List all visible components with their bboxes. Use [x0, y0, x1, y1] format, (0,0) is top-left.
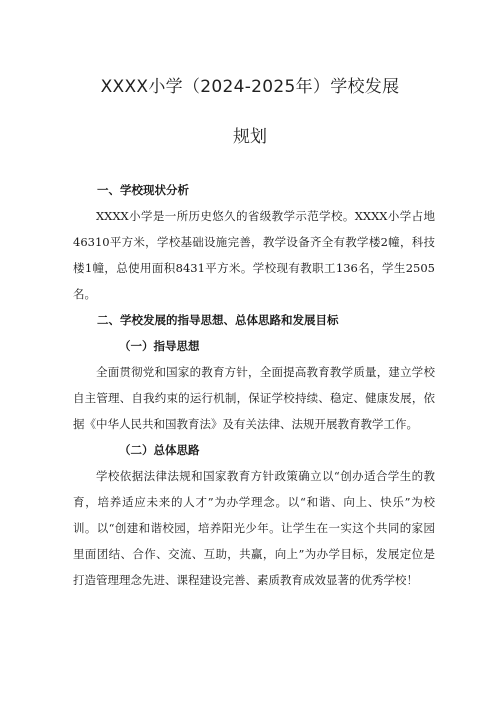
paragraph-status: XXXX小学是一所历史悠久的省级教学示范学校。XXXX小学占地46310平方米，学校基础设施完善，教学设备齐全有教学楼2幢，科技楼1幢，总使用面积8431平方米。学校现有教职工136名，学生2505名。: [73, 209, 435, 301]
subheading-overall-approach: （二）总体思路: [119, 443, 200, 457]
paragraph-guiding-thought: 全面贯彻党和国家的教育方针，全面提高教育教学质量，建立学校自主管理、自我约束的运行机制，保证学校持续、稳定、健康发展，依据《中华人民共和国教育法》及有关法律、法规开展教育教学工作。: [73, 365, 435, 431]
document-body: [73, 177, 435, 593]
document-title-line1: XXXX小学（2024-2025年）学校发展: [100, 77, 400, 97]
document-title-line2: 规划: [233, 127, 267, 147]
subheading-guiding-thought: （一）指导思想: [119, 339, 200, 353]
paragraph-overall-approach: 学校依据法律法规和国家教育方针政策确立以“创办适合学生的教育，培养适应未来的人才”为办学理念。以“和谐、向上、快乐”为校训。以“创建和谐校园，培养阳光少年。让学生在一实这个共同的家园里面团结、合作、交流、互助，共赢，向上”为办学目标，发展定位是打造管理理念先进、课程建设完善、素质教育成效显著的优秀学校！: [73, 469, 435, 587]
section-heading-status: 一、学校现状分析: [97, 183, 189, 197]
section-heading-guidance: 二、学校发展的指导思想、总体思路和发展目标: [97, 313, 339, 327]
